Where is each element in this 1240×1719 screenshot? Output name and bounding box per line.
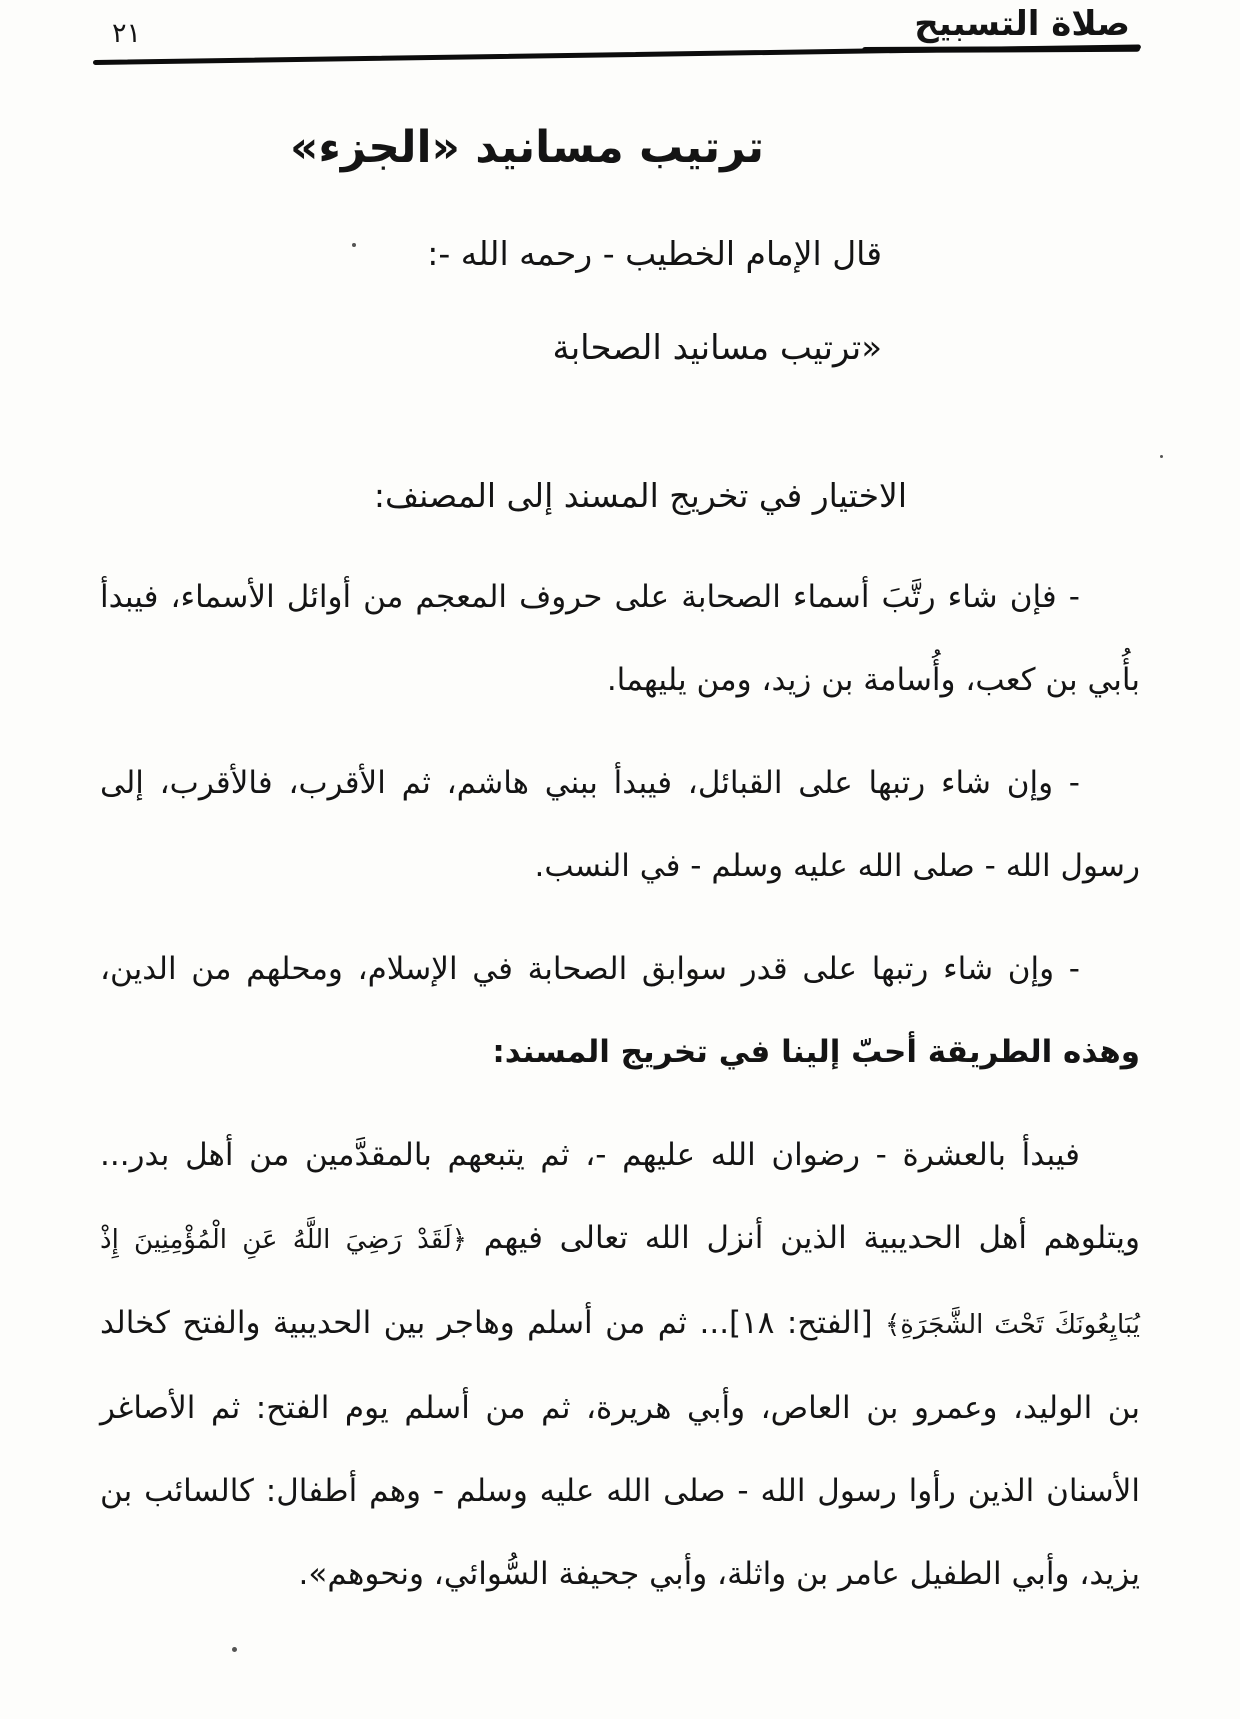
text-segment: وهذه الطريقة أحبّ إلينا في تخريج المسند:	[492, 1034, 1140, 1070]
text-segment: - وإن شاء رتبها على القبائل، فيبدأ ببني هاشم، ثم الأقرب، فالأقرب، إلى رسول الله - صلى الله عليه وسلم - في النسب.	[100, 765, 1140, 884]
running-header-title: صلاة التسبيح	[914, 4, 1130, 44]
paragraph	[100, 556, 1140, 722]
scan-speck	[1160, 455, 1163, 458]
scan-speck	[352, 243, 356, 247]
header-rule-right-segment	[862, 46, 1140, 53]
scan-speck	[232, 1647, 237, 1652]
text-segment: فيبدأ بالعشرة - رضوان الله عليهم -، ثم يتبعهم بالمقدَّمين من أهل بدر... ويتلوهم أهل الحديبية الذين أنزل الله تعالى فيهم	[100, 1137, 1140, 1256]
quote-opening-line: «ترتيب مسانيد الصحابة	[552, 328, 882, 368]
subheading-line: الاختيار في تخريج المسند إلى المصنف:	[373, 476, 907, 515]
text-segment: [الفتح: ١٨]... ثم من أسلم وهاجر بين الحديبية والفتح كخالد بن الوليد، وعمرو بن العاص، وأبي هريرة، ثم من أسلم يوم الفتح: ثم الأصاغر الأسنان الذين رأوا رسول الله - صلى الله عليه وسلم - وهم أطفال: كالسائب بن يزيد، وأبي الطفيل عامر بن واثلة، وأبي جحيفة السُّوائي، ونحوهم».	[100, 1305, 1140, 1592]
page-number: ٢١	[112, 18, 142, 49]
text-segment: - وإن شاء رتبها على قدر سوابق الصحابة في الإسلام، ومحلهم من الدين،	[100, 951, 1080, 987]
paragraph	[100, 742, 1140, 908]
paragraph	[100, 1114, 1140, 1616]
paragraph	[100, 928, 1140, 1094]
body-paragraphs	[100, 556, 1140, 1616]
text-segment: - فإن شاء رتَّبَ أسماء الصحابة على حروف المعجم من أوائل الأسماء، فيبدأ بأُبي بن كعب، وأُسامة بن زيد، ومن يليهما.	[100, 579, 1140, 698]
attribution-line: قال الإمام الخطيب - رحمه الله -:	[427, 234, 882, 273]
section-title: ترتيب مسانيد «الجزء»	[289, 122, 764, 173]
quran-verse: ﴿لَقَدْ رَضِيَ اللَّهُ عَنِ الْمُؤْمِنِينَ إِذْ يُبَايِعُونَكَ تَحْتَ الشَّجَرَةِ﴾	[100, 1225, 1140, 1340]
